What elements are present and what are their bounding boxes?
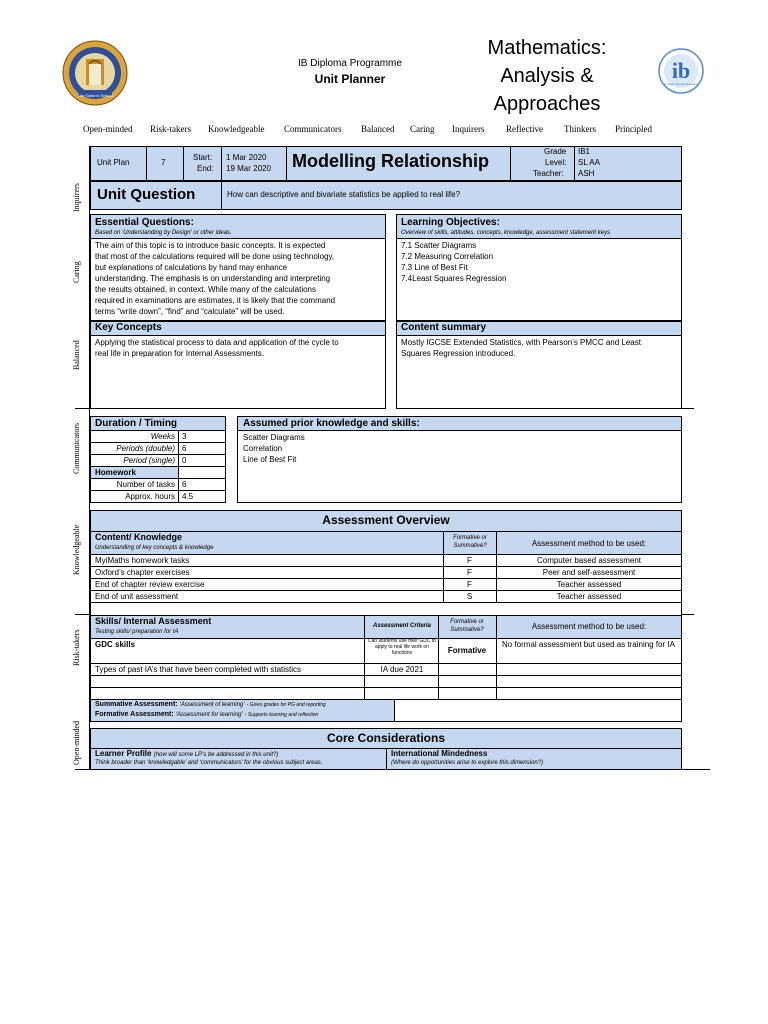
- start-label: Start:: [193, 153, 213, 162]
- subject-line-2: Analysis &: [500, 65, 594, 87]
- rule-right-1: [682, 408, 694, 409]
- side-label-caring: Caring: [72, 261, 81, 283]
- eq-line: but explanations of calculations by hand may enhance: [95, 263, 288, 272]
- ao-r4: [91, 602, 681, 603]
- row-method: Computer based assessment: [536, 556, 642, 565]
- unit-div-2: [183, 146, 184, 181]
- essential-questions-title: Essential Questions:: [95, 217, 194, 228]
- key-concepts-text: [95, 337, 339, 359]
- end-label: End:: [197, 164, 214, 173]
- unit-title: Modelling Relationship: [292, 151, 489, 171]
- unit-plan-number: 7: [161, 158, 166, 167]
- learning-objectives-list: [401, 240, 506, 284]
- homework-hours-label: Approx. hours: [125, 492, 175, 501]
- skills-row-2-criteria: IA due 2021: [380, 665, 424, 674]
- key-concepts-title: Key Concepts: [95, 322, 162, 333]
- intl-title: International Mindedness: [391, 749, 488, 758]
- row-item: End of unit assessment: [95, 592, 179, 601]
- method-label-content: Assessment method to be used:: [531, 539, 647, 548]
- prior-knowledge-title: Assumed prior knowledge and skills:: [243, 418, 420, 429]
- content-summary-title: Content summary: [401, 322, 487, 333]
- ao-s-r3: [91, 687, 681, 688]
- rule-right-3: [682, 769, 710, 770]
- level-label: Level:: [545, 158, 567, 167]
- end-date: 19 Mar 2020: [226, 164, 271, 173]
- ib-logo-glyph: ib: [671, 58, 691, 83]
- teacher-label: Teacher:: [533, 169, 564, 178]
- essential-questions-subtitle: Based on 'Understanding by Design' or other ideas.: [95, 230, 232, 236]
- row-fs: F: [467, 556, 472, 565]
- summative-note: - Gives grades for PG and reporting: [246, 702, 326, 708]
- rule-left-3: [75, 769, 89, 770]
- learner-profile-line: [95, 749, 278, 758]
- formative-note: - Supports learning and reflection: [244, 712, 319, 718]
- attr-reflective: Reflective: [506, 124, 543, 134]
- pk-item: Line of Best Fit: [243, 455, 297, 464]
- ib-logo-text: INTERNATIONAL BACCALAUREATE: [664, 84, 698, 86]
- summative-text: ‘Assessment of learning’: [179, 702, 245, 708]
- unit-div-6: [574, 146, 575, 181]
- homework-hours-value: 4.5: [182, 492, 194, 501]
- learner-profile-note: (how will some LP’s be addressed in this unit?): [153, 752, 279, 758]
- cs-line: Squares Regression introduced.: [401, 349, 516, 358]
- attr-thinkers: Thinkers: [564, 124, 596, 134]
- core-title: Core Considerations: [326, 731, 446, 745]
- skills-row-1-fs: Formative: [447, 646, 487, 655]
- skills-subtitle: Testing skills/ preparation for IA: [95, 629, 179, 635]
- unit-question-text: How can descriptive and bivariate statistics be applied to real life?: [227, 190, 461, 199]
- eq-line: the results obtained, in context. While many of the calculations: [95, 285, 317, 294]
- kc-line: Applying the statistical process to data and application of the cycle to: [95, 338, 339, 347]
- skills-row-2-item: Types of past IA’s that have been completed with statistics: [95, 665, 302, 674]
- assessment-title: Assessment Overview: [322, 513, 450, 527]
- ao-s-r2: [91, 675, 681, 676]
- grade-label: Grade: [544, 147, 567, 156]
- eq-line: required in examinations are estimates, it is likely that the command: [95, 296, 336, 305]
- pk-item: Correlation: [243, 444, 283, 453]
- content-knowledge-subtitle: Understanding of key concepts & knowledge: [95, 545, 214, 551]
- attr-principled: Principled: [615, 124, 652, 134]
- eq-line: terms “write down”, “find” and “calculate” will be used.: [95, 307, 285, 316]
- homework-tasks-label: Number of tasks: [116, 480, 175, 489]
- eq-line: understanding. The emphasis is on understanding and interpreting: [95, 274, 331, 283]
- duration-single-value: 0: [182, 456, 187, 465]
- rule-left-2: [75, 614, 89, 615]
- kc-line: real life in preparation for Internal Assessments.: [95, 349, 264, 358]
- formative-text: ‘Assessment for learning’: [175, 712, 243, 718]
- criteria-label: Assessment Criteria: [372, 623, 432, 629]
- profile-attributes: [80, 124, 680, 136]
- planner-title: Unit Planner: [314, 72, 386, 86]
- row-fs: S: [466, 592, 473, 601]
- rule-right-2: [682, 614, 694, 615]
- learner-profile-sub: Think broader than ‘knowledgable’ and ‘communicators’ for the obvious subject areas.: [95, 760, 323, 766]
- side-label-open-minded: Open-minded: [72, 721, 81, 765]
- programme-title: IB Diploma Programme: [298, 58, 402, 69]
- unit-plan-label: Unit Plan: [97, 158, 130, 167]
- grade-value: IB1: [578, 147, 591, 156]
- row-item: Oxford’s chapter exercises: [95, 568, 190, 577]
- unit-div-3: [221, 146, 222, 181]
- attr-communicators: Communicators: [284, 124, 342, 134]
- start-date: 1 Mar 2020: [226, 153, 267, 162]
- row-item: End of chapter review exercise: [95, 580, 205, 589]
- duration-weeks-label: Weeks: [150, 432, 175, 441]
- row-item: MyiMaths homework tasks: [95, 556, 190, 565]
- fs-label-content: Formative or Summative?: [453, 535, 487, 549]
- rule-left-1: [75, 408, 89, 409]
- skills-row-1-item: GDC skills: [95, 640, 136, 649]
- subject-line-3: Approaches: [493, 93, 601, 115]
- attr-open-minded: Open-minded: [83, 124, 133, 134]
- core-div: [386, 749, 387, 770]
- duration-double-value: 6: [182, 444, 187, 453]
- eq-line: that most of the calculations required will be done using technology,: [95, 252, 335, 261]
- lo-item: 7.3 Line of Best Fit: [401, 263, 468, 272]
- attr-inquirers: Inquirers: [452, 124, 485, 134]
- row-fs: F: [467, 580, 472, 589]
- attr-knowledgeable: Knowledgeable: [208, 124, 265, 134]
- content-knowledge-title: Content/ Knowledge: [95, 532, 182, 542]
- level-value: SL AA: [578, 158, 600, 167]
- formative-label: Formative Assessment:: [95, 711, 174, 718]
- uq-div: [221, 181, 222, 210]
- side-label-communicators: Communicators: [72, 422, 81, 474]
- attr-balanced: Balanced: [361, 124, 395, 134]
- side-label-balanced: Balanced: [72, 340, 81, 370]
- skills-title: Skills/ Internal Assessment: [95, 616, 212, 626]
- pk-item: Scatter Diagrams: [243, 433, 305, 442]
- skills-row-1-method: No formal assessment but used as training for IA: [502, 640, 675, 649]
- side-label-inquirers: Inquirers: [72, 183, 81, 212]
- row-method: Teacher assessed: [556, 592, 622, 601]
- ib-logo: [658, 48, 704, 94]
- duration-title: Duration / Timing: [95, 418, 178, 429]
- unit-div-1: [146, 146, 147, 181]
- row-method: Teacher assessed: [556, 580, 622, 589]
- lo-item: 7.1 Scatter Diagrams: [401, 241, 477, 250]
- lo-item: 7.2 Measuring Correlation: [401, 252, 494, 261]
- subject-line-1: Mathematics:: [487, 37, 607, 59]
- unit-question-label: Unit Question: [97, 186, 196, 203]
- teacher-value: ASH: [578, 169, 595, 178]
- fs-label-skills: Formative or Summative?: [450, 619, 484, 633]
- skills-row-1-criteria: Can students use their GDC to apply to real life work on functions: [367, 638, 437, 656]
- homework-tasks-value: 6: [182, 480, 187, 489]
- row-fs: F: [467, 568, 472, 577]
- formative-line: [95, 711, 318, 718]
- homework-label: Homework: [95, 468, 136, 477]
- summative-line: [95, 701, 326, 708]
- intl-sub: (Where do opportunities arise to explore this dimension?): [391, 760, 544, 766]
- learning-objectives-title: Learning Objectives:: [401, 217, 500, 228]
- duration-single-label: Period (single): [123, 456, 175, 465]
- unit-div-4: [286, 146, 287, 181]
- duration-weeks-value: 3: [182, 432, 187, 441]
- learner-profile-title: Learner Profile: [95, 749, 152, 758]
- row-method: Peer and self-assessment: [542, 568, 636, 577]
- subject-title: [460, 34, 634, 118]
- school-logo-text-bottom: The Sultan's School: [77, 93, 113, 98]
- side-label-knowledgeable: Knowledgeable: [72, 524, 81, 575]
- attr-risk-takers: Risk-takers: [150, 124, 191, 134]
- duration-double-label: Periods (double): [116, 444, 175, 453]
- prior-knowledge-list: [243, 432, 305, 465]
- lo-item: 7.4Least Squares Regression: [401, 274, 507, 283]
- learning-objectives-subtitle: Overview of skills, attitudes, concepts, knowledge, assessment statement keys: [401, 230, 611, 236]
- eq-line: The aim of this topic is to introduce basic concepts. It is expected: [95, 241, 326, 250]
- side-label-risk-takers: Risk-takers: [72, 629, 81, 666]
- essential-questions-text: [95, 240, 383, 317]
- cs-line: Mostly IGCSE Extended Statistics, with Pearson’s PMCC and Least: [401, 338, 641, 347]
- unit-div-5: [510, 146, 511, 181]
- ao-footer-div: [394, 700, 395, 721]
- attr-caring: Caring: [410, 124, 435, 134]
- content-summary-text: [401, 337, 641, 359]
- summative-label: Summative Assessment:: [95, 701, 178, 708]
- method-label-skills: Assessment method to be used:: [531, 622, 647, 631]
